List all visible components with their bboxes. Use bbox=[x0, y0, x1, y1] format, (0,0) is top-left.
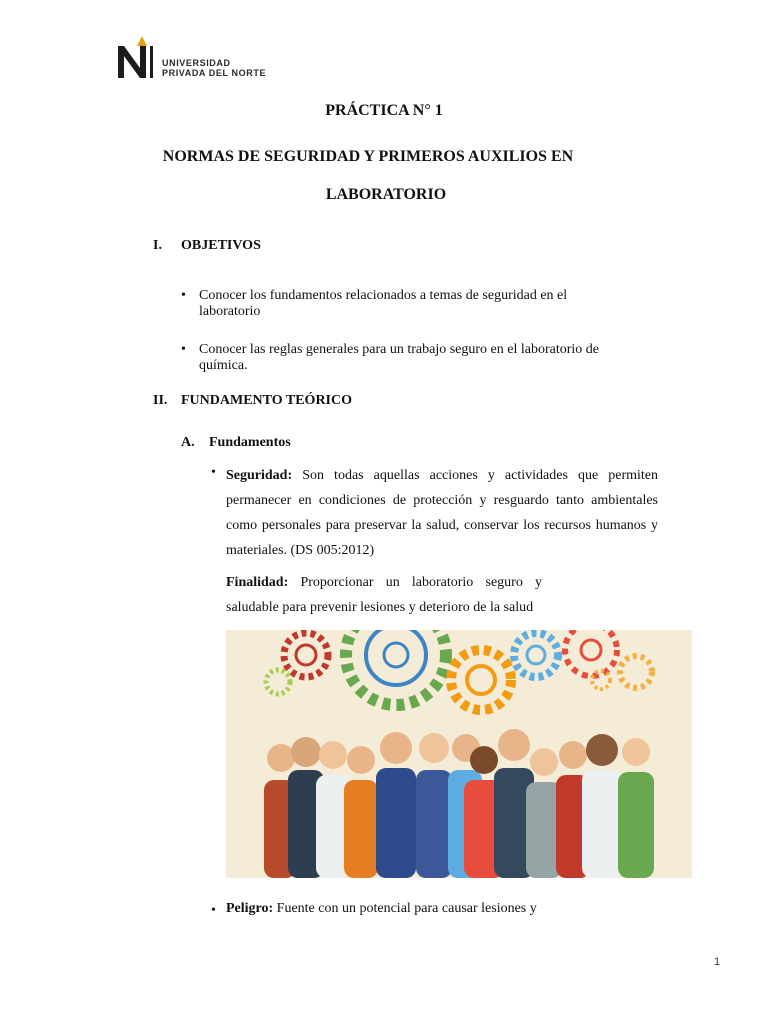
bullet-icon: • bbox=[211, 903, 216, 918]
finalidad-text-cont: saludable para prevenir lesiones y deterioro de la salud bbox=[226, 600, 534, 615]
seguridad-text: Son todas aquellas acciones y actividades que permiten permanecer en condiciones de protección y resguardo tanto ambientales como personales para preservar la salud, conservar los recursos humanos y materiales. (DS 005:2012) bbox=[226, 468, 658, 558]
logo-line-1: UNIVERSIDAD bbox=[162, 58, 231, 68]
section-2-number: II. bbox=[153, 393, 168, 408]
gear-icon bbox=[284, 633, 328, 677]
university-name bbox=[162, 58, 266, 78]
subsection-a-heading: Fundamentos bbox=[209, 435, 291, 450]
document-title-line-1: NORMAS DE SEGURIDAD Y PRIMEROS AUXILIOS EN bbox=[162, 148, 574, 165]
people-group bbox=[264, 729, 654, 878]
bullet-icon: • bbox=[181, 342, 186, 357]
finalidad-text: Proporcionar un laboratorio seguro y bbox=[300, 575, 542, 590]
peligro-term: Peligro: bbox=[226, 901, 274, 916]
document-title-line-2: LABORATORIO bbox=[325, 186, 447, 203]
peligro-definition bbox=[226, 901, 537, 917]
logo-line-2: PRIVADA DEL NORTE bbox=[162, 68, 267, 78]
gear-icon bbox=[514, 633, 558, 677]
finalidad-term: Finalidad: bbox=[226, 575, 289, 590]
gear-icon bbox=[346, 630, 446, 705]
seguridad-term: Seguridad: bbox=[226, 468, 293, 483]
gear-icon bbox=[620, 656, 652, 688]
subsection-a-letter: A. bbox=[181, 435, 195, 450]
peligro-text: Fuente con un potencial para causar lesiones y bbox=[276, 901, 537, 916]
section-2-heading: FUNDAMENTO TEÓRICO bbox=[181, 393, 353, 408]
gear-icon bbox=[565, 630, 617, 676]
finalidad-paragraph bbox=[226, 570, 542, 595]
gear-icon bbox=[451, 650, 511, 710]
bullet-icon: • bbox=[181, 288, 186, 303]
gear-icon bbox=[266, 670, 290, 694]
objective-item-2: Conocer las reglas generales para un trabajo seguro en el laboratorio de química. bbox=[199, 342, 599, 373]
section-1-number: I. bbox=[153, 238, 162, 253]
teamwork-illustration bbox=[226, 630, 692, 878]
objective-item-1: Conocer los fundamentos relacionados a temas de seguridad en el laboratorio bbox=[199, 288, 568, 319]
bullet-icon: • bbox=[211, 465, 216, 480]
practice-title: PRÁCTICA N° 1 bbox=[325, 102, 443, 119]
seguridad-definition bbox=[226, 463, 658, 563]
page-number: 1 bbox=[714, 956, 721, 968]
section-1-heading: OBJETIVOS bbox=[181, 238, 261, 253]
